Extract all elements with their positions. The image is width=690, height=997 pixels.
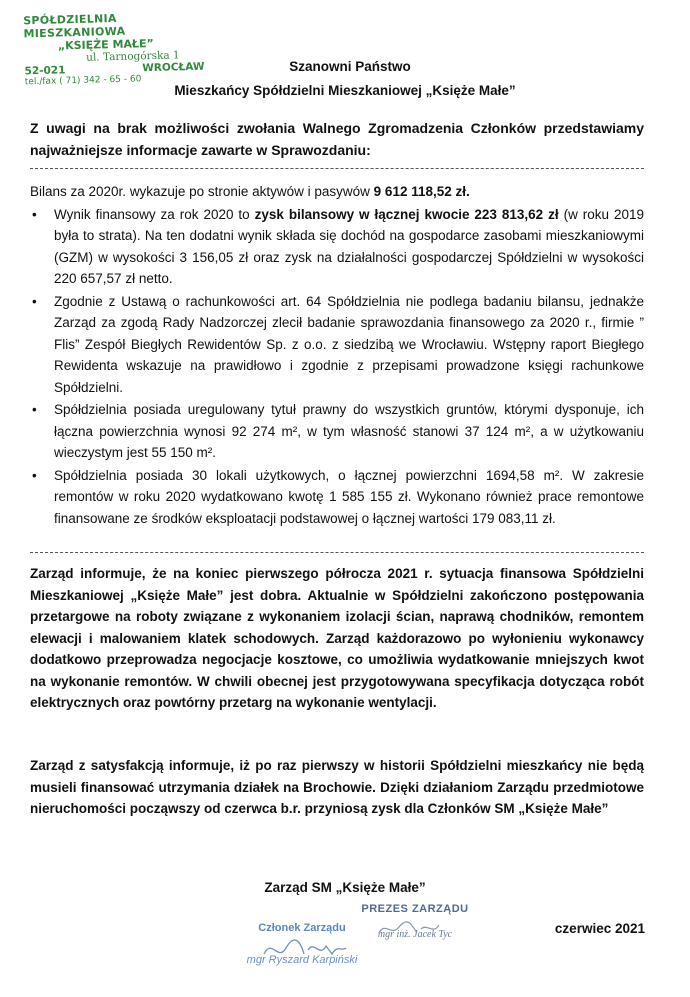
list-item-text-cont: (w roku 2019 była to strata). Na ten dodatni wynik składa się dochód na gospodarce zasobami mieszkaniowymi (GZM) w wysokości 3 156,05 zł oraz zysk na działalności gospodarczej Spółdzielni w wysokości 220 657,57 zł netto. [54,206,644,286]
balance-text: Bilans za 2020r. wykazuje po stronie aktywów i pasywów [30,184,374,199]
balance-line [30,181,644,203]
greeting [0,55,690,103]
list-item-text: Spółdzielnia posiada uregulowany tytuł prawny do wszystkich gruntów, którymi dysponuje, ich łączna powierzchnia wynosi 92 274 m², w tym własność stanowi 37 124 m², a w użytkowaniu wieczystym jest 55 150 m². [54,402,644,460]
list-item-text: Spółdzielnia posiada 30 lokali użytkowych, o łącznej powierzchni 1694,58 m². W zakresie remontów w roku 2020 wydatkowano kwotę 1 585 155 zł. Wykonano również prace remontowe finansowane ze środków eksploatacji podstawowej o łącznej wartości 179 083,11 zł. [54,467,644,526]
greeting-line-2: Mieszkańcy Spółdzielni Mieszkaniowej „Księże Małe” [174,83,516,98]
stamp-phone: tel./fax ( 71) 342 - 65 - 60 [24,74,142,88]
report-summary [30,181,644,529]
handwritten-signature [260,936,350,962]
plots-info-paragraph: Zarząd z satysfakcją informuje, iż po raz pierwszy w historii Spółdzielni mieszkańcy nie będą musieli finansować utrzymania działek na Brochowie. Dzięki działaniom Zarządu przedmiotowe nieruchomości począwszy od czerwca b.r. przyniosą zysk dla Członków SM „Księże Małe” [30,758,644,816]
signature-role: Członek Zarządu [258,922,346,934]
summary-list [30,204,644,530]
list-item [30,204,644,290]
signature-role: PREZES ZARZĄDU [361,903,469,915]
bullet-icon: • [32,206,37,222]
board-update-paragraph: Zarząd informuje, że na koniec pierwszego półrocza 2021 r. sytuacja finansowa Spółdzielni Mieszkaniowej „Księże Małe” jest dobra. Aktualnie w Spółdzielni zakończono postępowania przetargowe na roboty związane z wykonaniem izolacji ścian, naprawą chodników, remontem elewacji i malowaniem klatek schodowych. Zarząd każdorazowo po wyłonieniu wykonawcy dodatkowo przeprowadza negocjacje kosztowe, co umożliwia wydatkowanie mniejszych kwot na wykonanie remontów. W chwili obecnej jest przygotowywana specyfikacja dotycząca robót elektrycznych oraz powtórny przetarg na wykonanie wentylacji. [30,566,644,710]
stamp-line-1: SPÓŁDZIELNIA MIESZKANIOWA [23,11,126,41]
stamp-line-2: „KSIĘŻE MAŁE” [57,36,154,53]
dashed-divider [30,552,644,553]
signature-name: mgr inż. Jacek Tyc [377,929,453,940]
balance-amount: 9 612 118,52 zł. [373,184,470,199]
signature-president [345,903,485,940]
list-item-bold: zysk bilansowy w łącznej kwocie 223 813,62 zł [254,206,559,222]
board-signature-title: Zarząd SM „Księże Małe” [264,880,426,895]
handwritten-signature [375,917,455,939]
list-item [30,465,644,530]
list-item-text: Zgodnie z Ustawą o rachunkowości art. 64 Spółdzielnia nie podlega badaniu bilansu, jednakże Zarząd za zgodą Rady Nadzorczej zlecił badanie sprawozdania finansowego za 2020 r., firmie ” Flis” Zespół Biegłych Rewidentów Sp. z o.o. z siedzibą we Wrocławiu. Wstępny raport Biegłego Rewidenta wskazuje na prawidłowo i zgodnie z przepisami prowadzone księgi rachunkowe Spółdzielni. [54,293,644,395]
list-item-text: Wynik finansowy za rok 2020 to [54,206,255,222]
stamp-line-3: ul. Tarnogórska 1 [86,49,180,64]
intro-paragraph: Z uwagi na brak możliwości zwołania Walnego Zgromadzenia Członków przedstawiamy najważniejsze informacje zawarte w Sprawozdaniu: [30,120,644,158]
greeting-line-1: Szanowni Państwo [289,59,411,74]
bullet-icon: • [32,467,37,483]
bullet-icon: • [32,402,37,417]
list-item [30,291,644,399]
signature-name: mgr Ryszard Karpiński [246,954,358,966]
bullet-icon: • [32,293,37,309]
list-item [30,399,644,464]
dashed-divider [30,168,644,169]
stamp-postal-code: 52-021 [24,64,66,78]
document-date: czerwiec 2021 [554,921,645,936]
stamp-city: WROCŁAW [142,60,205,75]
